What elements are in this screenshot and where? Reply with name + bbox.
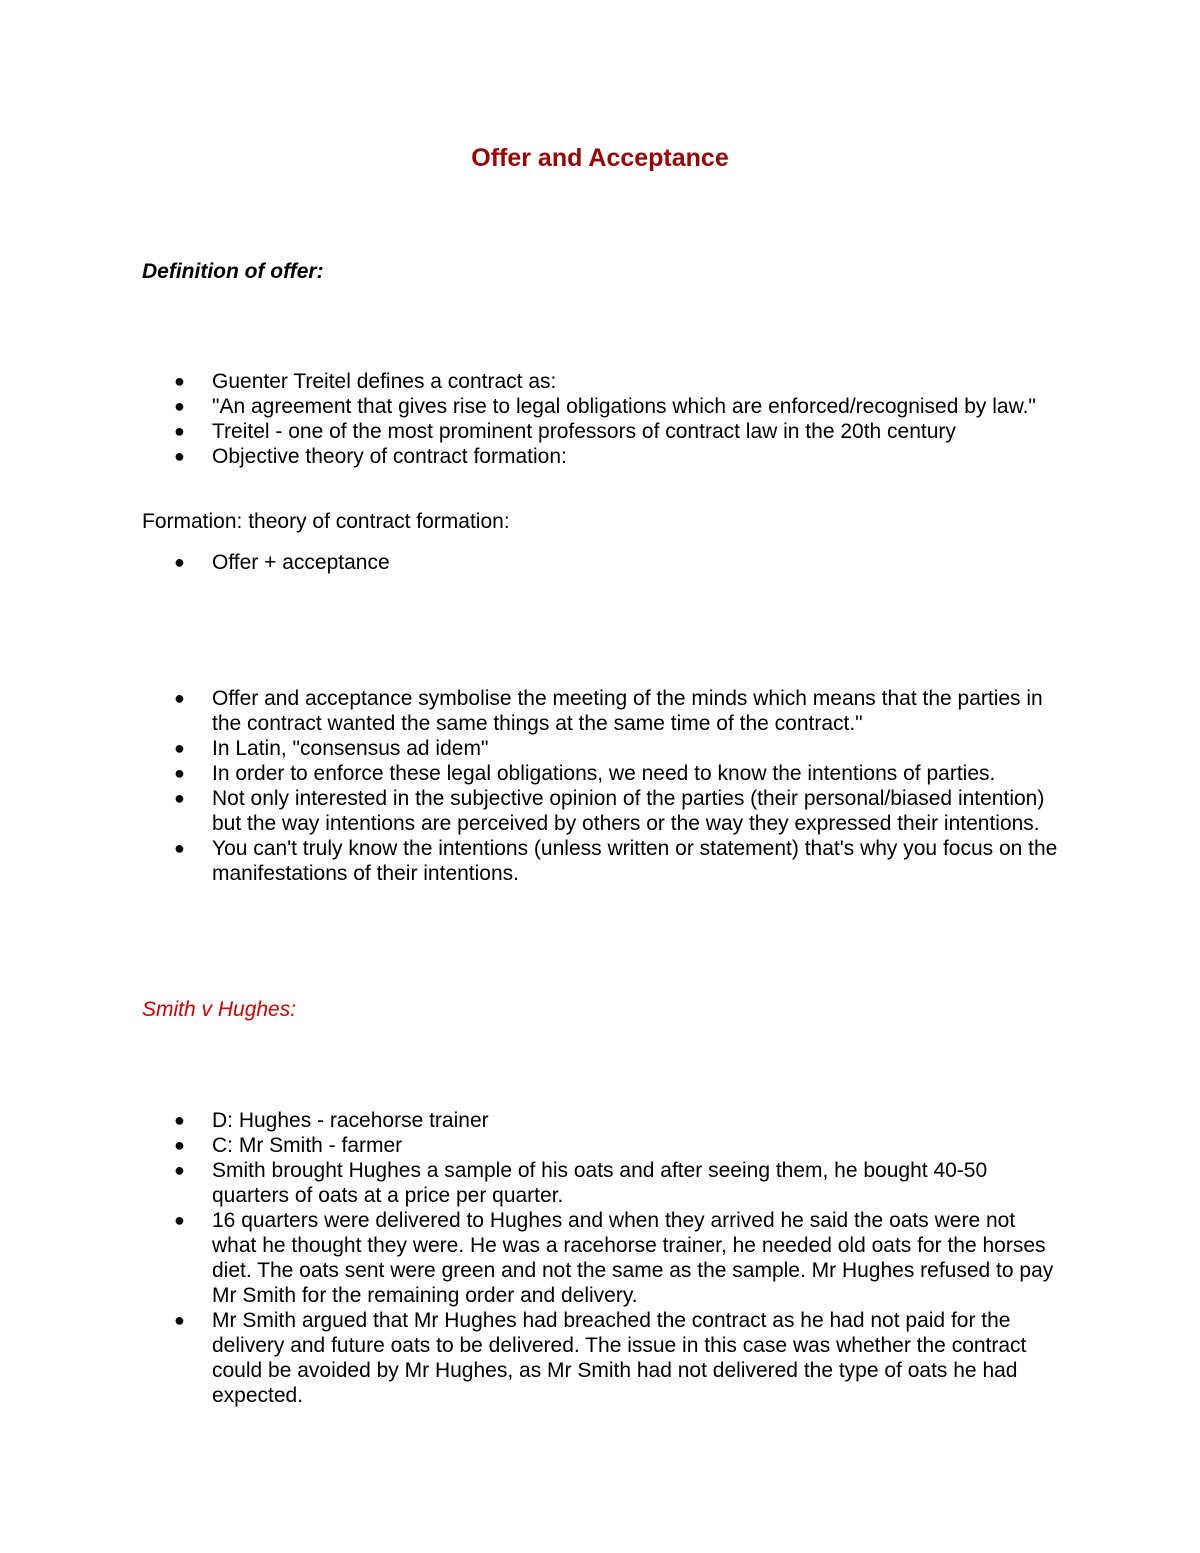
list-item: ● Offer + acceptance [174, 551, 390, 574]
definition-heading: Definition of offer: [142, 260, 324, 283]
bullet-dot-icon: ● [174, 421, 185, 441]
list-item: ● In Latin, "consensus ad idem" [174, 737, 489, 760]
list-item: ● Offer and acceptance symbolise the meeting of the minds which means that the parties in the contract wanted the same things at the same time of the contract." [174, 687, 1043, 735]
list-item: ● Smith brought Hughes a sample of his oats and after seeing them, he bought 40-50 quarters of oats at a price per quarter. [174, 1159, 988, 1207]
list-item: ● Treitel - one of the most prominent professors of contract law in the 20th century [174, 420, 956, 443]
list-item: ● In order to enforce these legal obligations, we need to know the intentions of parties. [174, 762, 996, 785]
bullet-dot-icon: ● [174, 838, 185, 858]
definition-bullet-list [142, 369, 1062, 469]
bullet-dot-icon: ● [174, 763, 185, 783]
bullet-dot-icon: ● [174, 688, 185, 708]
meeting-of-minds-bullet-list [142, 686, 1062, 886]
bullet-dot-icon: ● [174, 446, 185, 466]
bullet-dot-icon: ● [174, 1310, 185, 1330]
case-bullet-list [142, 1108, 1062, 1408]
list-item: ● D: Hughes - racehorse trainer [174, 1109, 489, 1132]
case-heading: Smith v Hughes: [142, 998, 297, 1021]
list-item: ● C: Mr Smith - farmer [174, 1134, 403, 1157]
list-item: ● Objective theory of contract formation: [174, 445, 567, 468]
page-title: Offer and Acceptance [471, 144, 729, 172]
bullet-dot-icon: ● [174, 396, 185, 416]
bullet-dot-icon: ● [174, 1135, 185, 1155]
bullet-dot-icon: ● [174, 738, 185, 758]
bullet-dot-icon: ● [174, 1160, 185, 1180]
list-item: ● Guenter Treitel defines a contract as: [174, 370, 557, 393]
list-item: ● Mr Smith argued that Mr Hughes had breached the contract as he had not paid for the delivery and future oats to be delivered. The issue in this case was whether the contract could be avoided by Mr Hughes, as Mr Smith had not delivered the type of oats he had expected. [174, 1309, 1027, 1407]
bullet-dot-icon: ● [174, 371, 185, 391]
formation-paragraph: Formation: theory of contract formation: [142, 510, 510, 533]
formation-bullet-list [142, 550, 1062, 575]
bullet-dot-icon: ● [174, 552, 185, 572]
list-item: ● Not only interested in the subjective opinion of the parties (their personal/biased intention) but the way intentions are perceived by others or the way they expressed their intentions. [174, 787, 1045, 835]
list-item: ● 16 quarters were delivered to Hughes and when they arrived he said the oats were not what he thought they were. He was a racehorse trainer, he needed old oats for the horses diet. The oats sent were green and not the same as the sample. Mr Hughes refused to pay Mr Smith for the remaining order and delivery. [174, 1209, 1054, 1307]
bullet-dot-icon: ● [174, 1210, 185, 1230]
bullet-dot-icon: ● [174, 1110, 185, 1130]
bullet-dot-icon: ● [174, 788, 185, 808]
list-item: ● You can't truly know the intentions (unless written or statement) that's why you focus on the manifestations of their intentions. [174, 837, 1058, 885]
list-item: ● "An agreement that gives rise to legal obligations which are enforced/recognised by law." [174, 395, 1036, 418]
